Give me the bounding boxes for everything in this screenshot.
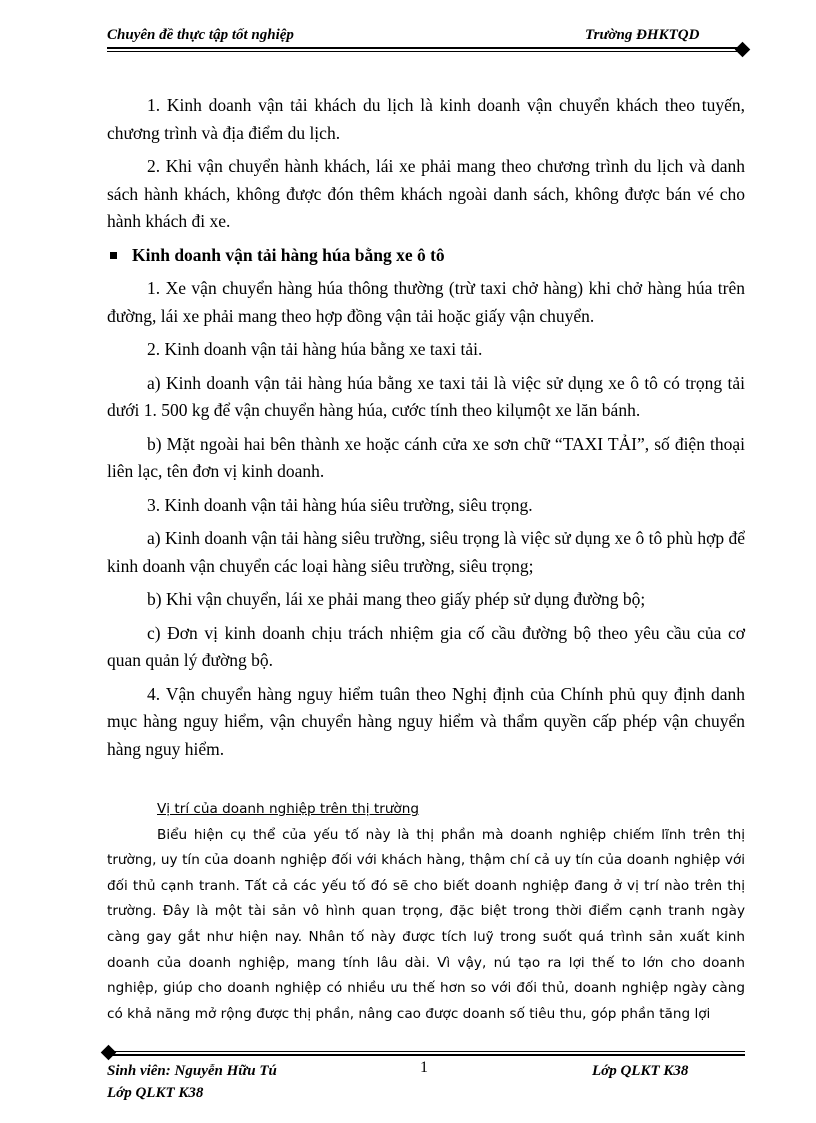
paragraph: c) Đơn vị kinh doanh chịu trách nhiệm gia cố cầu đường bộ theo yêu cầu của cơ quan quản lý đường bộ. [107,622,745,670]
footer-rule [110,1051,745,1052]
footer-class-right: Lớp QLKT K38 [592,1063,689,1079]
square-bullet-icon [110,252,117,259]
section-heading-text: Kinh doanh vận tải hàng húa bằng xe ô tô [132,244,445,265]
paragraph: 2. Khi vận chuyển hành khách, lái xe phải mang theo chương trình du lịch và danh sách hành khách, không được đón thêm khách ngoài danh sách, không được bán vé cho hành khách đi xe. [107,156,745,231]
paragraph: 1. Xe vận chuyển hàng húa thông thường (trừ taxi chở hàng) khi chở hàng húa trên đường, lái xe phải mang theo hợp đồng vận tải hoặc giấy vận chuyển. [107,278,745,326]
footer-student-name: Sinh viên: Nguyễn Hữu Tú [107,1063,277,1079]
page-number: 1 [420,1059,428,1076]
footer-class-left: Lớp QLKT K38 [107,1085,204,1101]
paragraph: 3. Kinh doanh vận tải hàng húa siêu trường, siêu trọng. [147,494,533,515]
footer-diamond-ornament [101,1045,117,1061]
page-header [107,27,747,45]
section-heading [107,242,745,270]
paragraph: b) Khi vận chuyển, lái xe phải mang theo giấy phép sử dụng đường bộ; [147,589,646,609]
paragraph: a) Kinh doanh vận tải hàng siêu trường, siêu trọng là việc sử dụng xe ô tô phù hợp để kinh doanh vận chuyển các loại hàng siêu trường, siêu trọng; [107,528,745,576]
paragraph: 1. Kinh doanh vận tải khách du lịch là kinh doanh vận chuyển khách theo tuyến, chương trình và địa điểm du lịch. [107,95,745,143]
paragraph: 2. Kinh doanh vận tải hàng húa bằng xe taxi tải. [147,339,483,359]
paragraph: a) Kinh doanh vận tải hàng húa bằng xe taxi tải là việc sử dụng xe ô tô có trọng tải dưới 1. 500 kg để vận chuyển hàng húa, cước tính theo kilụmột xe lăn bánh. [107,372,745,420]
market-position-section [107,797,745,1027]
header-rule [107,47,740,49]
document-body [107,92,745,769]
paragraph: Biểu hiện cụ thể của yếu tố này là thị phần mà doanh nghiệp chiếm lĩnh trên thị trường, uy tín của doanh nghiệp đối với khách hàng, thậm chí cả uy tín của doanh nghiệp với đối thủ cạnh tranh. Tất cả các yếu tố đó sẽ cho biết doanh nghiệp đang ở vị trí nào trên thị trường. Đây là một tài sản vô hình quan trọng, đặc biệt trong thời điểm cạnh tranh ngày càng gay gắt như hiện nay. Nhân tố này được tích luỹ trong suốt quá trình sản xuất kinh doanh của doanh nghiệp, mang tính lâu dài. Vì vậy, nú tạo ra lợi thế to lớn cho doanh nghiệp, giúp cho doanh nghiệp có nhiều ưu thế hơn so với đối thủ, doanh nghiệp ngày càng có khả năng mở rộng được thị phần, nâng cao được doanh số tiêu thu, góp phần tăng lợi [107,826,745,1022]
header-school-name: Trường ĐHKTQD [585,27,700,43]
header-document-title: Chuyên đề thực tập tốt nghiệp [107,27,294,43]
subsection-heading: Vị trí của doanh nghiệp trên thị trường [157,801,419,817]
header-rule-thin [107,51,740,52]
paragraph: 4. Vận chuyển hàng nguy hiểm tuân theo Nghị định của Chính phủ quy định danh mục hàng nguy hiểm, vận chuyển hàng nguy hiểm và thẩm quyền cấp phép vận chuyển hàng nguy hiểm. [107,683,745,759]
paragraph: b) Mặt ngoài hai bên thành xe hoặc cánh cửa xe sơn chữ “TAXI TẢI”, số điện thoại liên lạc, tên đơn vị kinh doanh. [107,433,745,481]
footer-rule-thick [110,1054,745,1056]
